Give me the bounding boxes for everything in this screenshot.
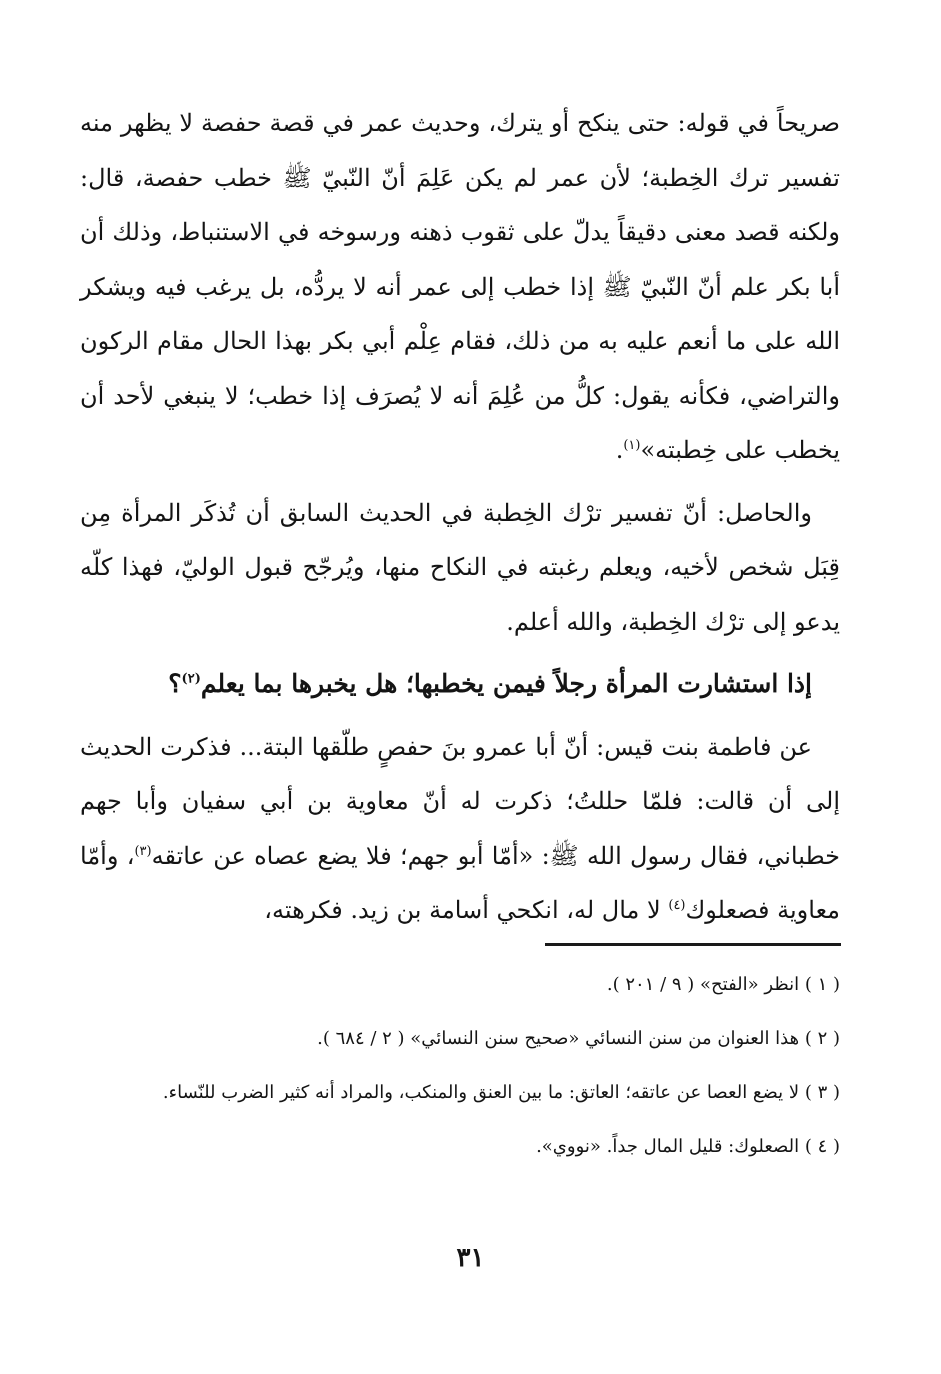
paragraph-end: . [615, 436, 624, 464]
main-text [80, 96, 840, 938]
hadith-text-2: ، وأمّا معاوية فصعلوك [80, 841, 840, 924]
page-number: ٣١ [456, 1243, 485, 1273]
footnote-2: ( ٢ ) هذا العنوان من سنن النسائي «صحيح سنن النسائي» ( ٢ / ٦٨٤ ). [317, 1028, 840, 1049]
paragraph-hadith [80, 720, 840, 938]
footnote-ref-4: (٤) [668, 898, 686, 913]
heading-text: إذا استشارت المرأة رجلاً فيمن يخطبها؛ هل يخبرها بما يعلم [200, 669, 812, 698]
footnote-separator [545, 943, 841, 946]
footnote-ref-1: (١) [623, 438, 641, 453]
paragraph-text: صريحاً في قوله: حتى ينكح أو يترك، وحديث عمر في قصة حفصة لا يظهر منه تفسير ترك الخِطبة؛ لأن عمر لم يكن عَلِمَ أنّ النّبيّ ﷺ خطب حفصة، قال: ولكنه قصد معنى دقيقاً يدلّ على ثقوب ذهنه ورسوخه في الاستنباط، وذلك أن أبا بكر علم أنّ النّبيّ ﷺ إذا خطب إلى عمر أنه لا يردُّه، بل يرغب فيه ويشكر الله على ما أنعم عليه به من ذلك، فقام عِلْم أبي بكر بهذا الحال مقام الركون والتراضي، فكأنه يقول: كلُّ من عُلِمَ أنه لا يُصرَف إذا خطب؛ لا ينبغي لأحد أن يخطب على خِطبته» [80, 109, 840, 464]
hadith-text-1: عن فاطمة بنت قيس: أنّ أبا عمرو بنَ حفصٍ طلّقها البتة... فذكرت الحديث إلى أن قالت: فلمّا حللتُ؛ ذكرت له أنّ معاوية بن أبي سفيان وأبا جهم خطباني، فقال رسول الله ﷺ: «أمّا أبو جهم؛ فلا يضع عصاه عن عاتقه [80, 732, 840, 870]
hadith-text-3: لا مال له، انكحي أسامة بن زيد. فكرهته، [264, 896, 669, 924]
footnote-1: ( ١ ) انظر «الفتح» ( ٩ / ٢٠١ ). [606, 974, 840, 995]
paragraph-quote [80, 96, 840, 478]
footnote-ref-3: (٣) [134, 843, 152, 859]
footnote-ref-2: (٢) [181, 671, 201, 687]
footnote-4: ( ٤ ) الصعلوك: قليل المال جداً. «نووي». [536, 1136, 840, 1157]
footnotes [80, 968, 840, 1184]
heading-end: ؟ [168, 669, 182, 698]
footnote-3: ( ٣ ) لا يضع العصا عن عاتقه؛ العاتق: ما بين العنق والمنكب، والمراد أنه كثير الضرب للنّساء. [162, 1082, 840, 1103]
paragraph-conclusion: والحاصل: أنّ تفسير ترْك الخِطبة في الحديث السابق أن تُذكَر المرأة مِن قِبَل شخص لأخيه، ويعلم رغبته في النكاح منها، ويُرجّح قبول الوليّ، فهذا كلّه يدعو إلى ترْك الخِطبة، والله أعلم. [80, 498, 840, 636]
section-heading [80, 657, 840, 712]
